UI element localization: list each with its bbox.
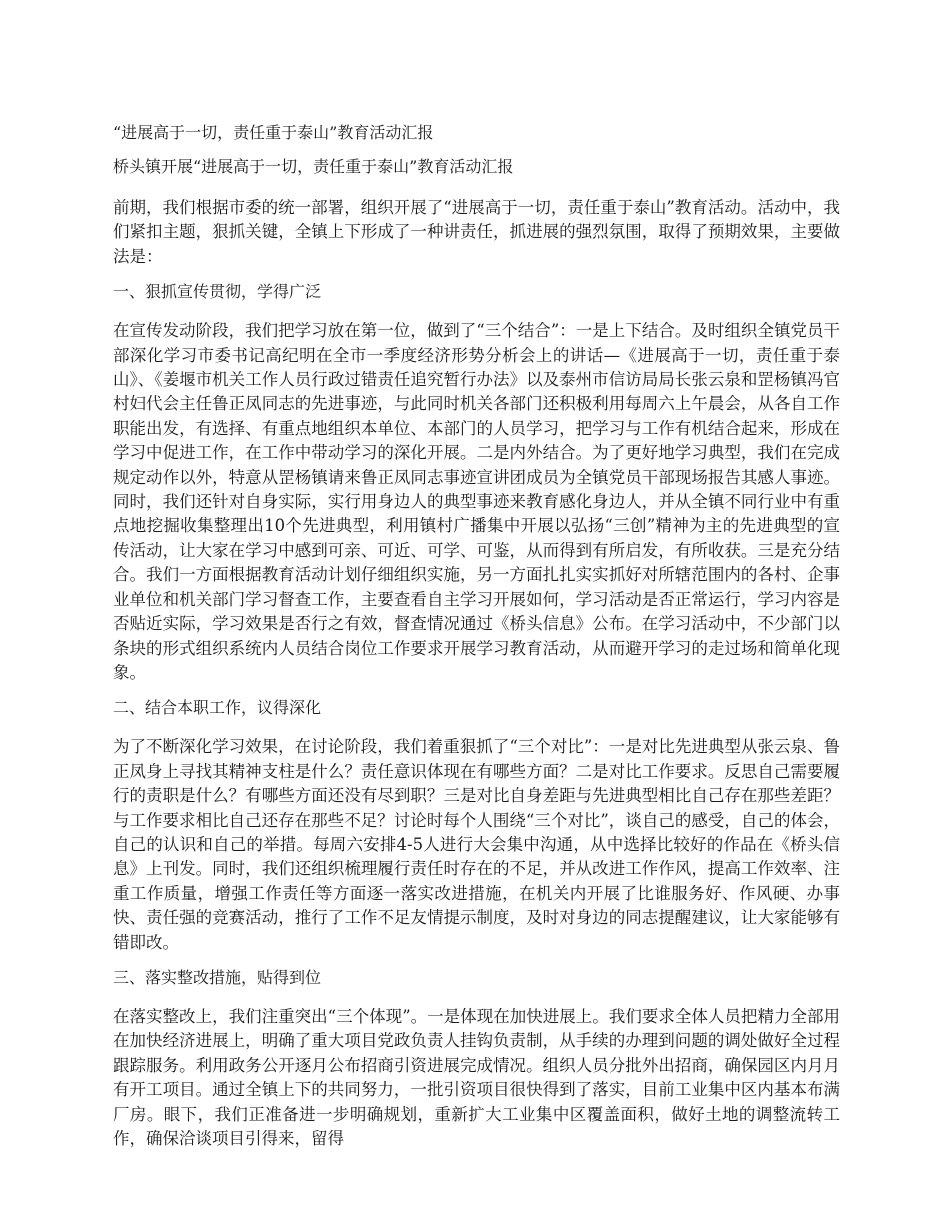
- document-subtitle: 桥头镇开展“进展高于一切，责任重于泰山”教育活动汇报: [113, 157, 514, 176]
- section-3-body: 在落实整改上，我们注重突出“三个体现”。一是体现在加快进展上。我们要求全体人员把精力全部用在加快经济进展上，明确了重大项目党政负责人挂钩负责制，从手续的办理到问题的调处做好全过程跟踪服务。利用政务公开逐月公布招商引资进展完成情况。组织人员分批外出招商，确保园区内月月有开工项目。通过全镇上下的共同努力，一批引资项目很快得到了落实，目前工业集中区内基本布满厂房。眼下，我们正准备进一步明确规划，重新扩大工业集中区覆盖面积，做好土地的调整流转工作，确保洽谈项目引得来，留得: [113, 1006, 840, 1148]
- section-3-heading: 三、落实整改措施，贴得到位: [113, 967, 322, 987]
- section-2-body: 为了不断深化学习效果，在讨论阶段，我们着重狠抓了“三个对比”：一是对比先进典型从张云泉、鲁正凤身上寻找其精神支柱是什么？责任意识体现在有哪些方面？二是对比工作要求。反思自己需要履行的责职是什么？有哪些方面还没有尽到职？三是对比自身差距与先进典型相比自己存在那些差距？与工作要求相比自己还存在那些不足？讨论时每个人围绕“三个对比”，谈自己的感受，自己的体会，自己的认识和自己的举措。每周六安排4-5人进行大会集中沟通，从中选择比较好的作品在《桥头信息》上刊发。同时，我们还组织梳理履行责任时存在的不足，并从改进工作作风，提高工作效率、注重工作质量，增强工作责任等方面逐一落实改进措施，在机关内开展了比谁服务好、作风硬、办事快、责任强的竞赛活动，推行了工作不足友情提示制度，及时对身边的同志提醒建议，让大家能够有错即改。: [113, 737, 840, 952]
- intro-paragraph: 前期，我们根据市委的统一部署，组织开展了“进展高于一切，责任重于泰山”教育活动。活动中，我们紧扣主题，狠抓关键，全镇上下形成了一种讲责任，抓进展的强烈氛围，取得了预期效果，主要做法是：: [113, 198, 840, 266]
- section-2-heading: 二、结合本职工作，议得深化: [113, 698, 322, 718]
- section-1-body: 在宣传发动阶段，我们把学习放在第一位，做到了“三个结合”：一是上下结合。及时组织全镇党员干部深化学习市委书记高纪明在全市一季度经济形势分析会上的讲话—《进展高于一切，责任重于泰山》、《姜堰市机关工作人员行政过错责任追究暂行办法》以及泰州市信访局局长张云泉和罡杨镇冯官村妇代会主任鲁正凤同志的先进事迹，与此同时机关各部门还积极利用每周六上午晨会，从各自工作职能出发，有选择、有重点地组织本单位、本部门的人员学习，把学习与工作有机结合起来，形成在学习中促进工作，在工作中带动学习的深化开展。二是内外结合。为了更好地学习典型，我们在完成规定动作以外，特意从罡杨镇请来鲁正凤同志事迹宣讲团成员为全镇党员干部现场报告其感人事迹。同时，我们还针对自身实际，实行用身边人的典型事迹来教育感化身边人，并从全镇不同行业中有重点地挖掘收集整理出10个先进典型，利用镇村广播集中开展以弘扬“三创”精神为主的先进典型的宣传活动，让大家在学习中感到可亲、可近、可学、可鉴，从而得到有所启发，有所收获。三是充分结合。我们一方面根据教育活动计划仔细组织实施，另一方面扎扎实实抓好对所辖范围内的各村、企事业单位和机关部门学习督查工作，主要查看自主学习开展如何，学习活动是否正常运行，学习内容是否贴近实际，学习效果是否行之有效，督查情况通过《桥头信息》公布。在学习活动中，不少部门以条块的形式组织系统内人员结合岗位工作要求开展学习教育活动，从而避开学习的走过场和简单化现象。: [113, 321, 840, 682]
- section-1-heading: 一、狠抓宣传贯彻，学得广泛: [113, 282, 322, 302]
- document-page: [113, 122, 840, 1163]
- document-title: “进展高于一切，责任重于泰山”教育活动汇报: [113, 123, 434, 142]
